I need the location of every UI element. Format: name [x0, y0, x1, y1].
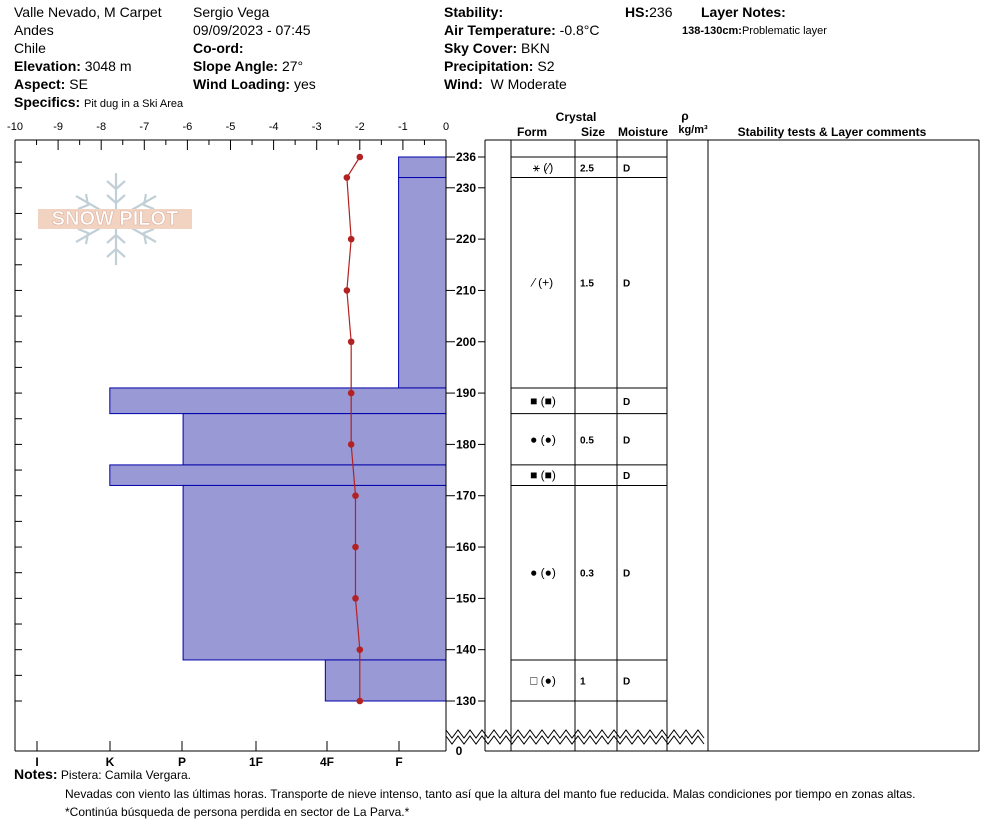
layer-moisture-4: D	[623, 471, 631, 483]
hardness-tick-label-5: F	[395, 755, 403, 769]
height-tick-label-2: 220	[455, 232, 477, 247]
layer-form-5: ● (●)	[530, 565, 556, 580]
mountain-range: Andes	[14, 22, 54, 38]
hardness-tick-label-3: 1F	[248, 755, 264, 769]
precip-value: S2	[537, 58, 555, 74]
layer-form-2: ■ (■)	[530, 393, 556, 408]
temperature-point-5	[348, 390, 355, 397]
height-tick-label-4: 200	[455, 334, 477, 349]
air-temp-row: Air Temperature: -0.8°C	[444, 22, 600, 38]
height-tick-label-9: 150	[455, 591, 477, 606]
temperature-point-0	[357, 154, 364, 161]
hardness-bars	[110, 157, 446, 701]
layer-form-6: □ (●)	[530, 673, 556, 688]
header-stability: Stability tests & Layer comments	[737, 125, 927, 139]
hs-value: 236	[649, 4, 673, 20]
height-tick-label-5: 190	[455, 386, 477, 401]
temp-tick-label-9: -1	[398, 121, 408, 133]
temp-tick-label-2: -8	[96, 121, 107, 133]
hardness-bar-5	[183, 485, 446, 659]
temperature-point-11	[357, 698, 364, 705]
height-tick-label-1: 230	[455, 180, 477, 195]
temp-tick-label-3: -7	[139, 121, 150, 133]
height-break-label: 0	[455, 744, 463, 758]
notes-line-3: *Continúa búsqueda de persona perdida en sector de La Parva.*	[65, 805, 410, 819]
hs-row: HS:236	[625, 4, 673, 20]
hardness-bar-1	[399, 178, 446, 388]
height-tick-label-3: 210	[455, 283, 477, 298]
temperature-point-1	[344, 174, 351, 181]
specifics-row: Specifics: Pit dug in a Ski Area	[14, 94, 184, 110]
notes-line-2: Nevadas con viento las últimas horas. Transporte de nieve intenso, tanto así que la altura del manto fue reducida. Malas condiciones por tiempo en zonas altas.	[65, 787, 916, 801]
header-size: Size	[580, 125, 606, 139]
hardness-tick-label-2: P	[177, 755, 187, 769]
layer-moisture-2: D	[623, 396, 631, 408]
hardness-tick-label-0: I	[35, 755, 39, 769]
temp-tick-label-1: -9	[53, 121, 63, 133]
coord-row: Co-ord:	[193, 40, 244, 56]
hardness-tick-label-1: K	[105, 755, 115, 769]
temp-tick-label-7: -3	[311, 121, 322, 133]
height-tick-label-11: 130	[455, 694, 477, 708]
sky-row: Sky Cover: BKN	[444, 40, 550, 56]
hardness-bar-6	[325, 660, 446, 701]
wind-loading-row: Wind Loading: yes	[193, 76, 316, 92]
wind-row: Wind: W Moderate	[444, 76, 567, 92]
temperature-point-8	[352, 544, 359, 551]
temperature-point-9	[352, 595, 359, 602]
specifics-value: Pit dug in a Ski Area	[84, 98, 184, 110]
layer-form-4: ■ (■)	[530, 468, 556, 483]
temp-tick-label-10: 0	[442, 121, 450, 133]
height-tick-label-10: 140	[455, 642, 477, 657]
header-moisture: Moisture	[617, 125, 669, 139]
height-tick-label-0: 236	[455, 150, 477, 164]
temperature-point-4	[348, 338, 355, 345]
notes-label: Notes:	[14, 766, 58, 782]
layer-size-1: 1.5	[580, 278, 594, 290]
datetime: 09/09/2023 - 07:45	[193, 22, 311, 38]
height-tick-label-8: 160	[455, 540, 477, 555]
height-tick-label-6: 180	[455, 437, 477, 452]
header-rho: ρ	[681, 109, 689, 123]
layer-table	[446, 140, 979, 751]
height-tick-label-7: 170	[455, 488, 477, 503]
layer-size-0: 2.5	[580, 163, 594, 175]
air-temp-value: -0.8°C	[559, 22, 600, 38]
layer-note-text: Problematic layer	[741, 25, 827, 37]
layer-size-6: 1	[580, 676, 586, 688]
temp-tick-label-4: -6	[182, 121, 193, 133]
temp-tick-label-0: -10	[7, 121, 23, 133]
stability-row: Stability:	[444, 4, 504, 20]
layer-moisture-0: D	[623, 163, 631, 175]
notes-line-1: Pistera: Camila Vergara.	[60, 768, 191, 782]
temp-tick-label-6: -4	[268, 121, 279, 133]
country: Chile	[14, 40, 46, 56]
temperature-point-7	[352, 492, 359, 499]
temperature-point-6	[348, 441, 355, 448]
layer-note-range: 138-130cm:	[682, 25, 742, 37]
layer-moisture-1: D	[623, 278, 631, 290]
slope-row: Slope Angle: 27°	[193, 58, 304, 74]
header-density-unit: kg/m³	[678, 124, 708, 136]
wind-value: W Moderate	[490, 76, 567, 92]
temp-tick-label-5: -5	[225, 121, 236, 133]
notes-block	[14, 765, 191, 784]
aspect-row: Aspect: SE	[14, 76, 88, 92]
elevation-row: Elevation: 3048 m	[14, 58, 132, 74]
location: Valle Nevado, M Carpet	[14, 4, 162, 20]
layer-form-0: ⚹ (⁄)	[532, 160, 554, 175]
temperature-point-3	[344, 287, 351, 294]
header-crystal: Crystal	[555, 110, 597, 124]
header-form: Form	[517, 125, 547, 139]
layer-size-5: 0.3	[580, 568, 594, 580]
layer-notes-title: Layer Notes:	[701, 4, 786, 20]
elevation-value: 3048 m	[84, 58, 132, 74]
hardness-bar-4	[110, 465, 446, 486]
hardness-tick-label-4: 4F	[319, 755, 335, 769]
layer-moisture-3: D	[623, 435, 631, 447]
temperature-point-10	[357, 646, 364, 653]
layer-form-3: ● (●)	[530, 432, 556, 447]
layer-form-1: ⁄ (+)	[532, 275, 554, 290]
temperature-point-2	[348, 236, 355, 243]
temp-tick-label-8: -2	[354, 121, 365, 133]
hardness-bar-0	[399, 157, 446, 178]
layer-moisture-5: D	[623, 568, 631, 580]
slope-value: 27°	[281, 58, 304, 74]
layer-size-3: 0.5	[580, 435, 594, 447]
precip-row: Precipitation: S2	[444, 58, 555, 74]
sky-value: BKN	[521, 40, 550, 56]
hardness-bar-2	[110, 388, 446, 414]
observer: Sergio Vega	[193, 4, 270, 20]
layer-moisture-6: D	[623, 676, 631, 688]
wind-loading-value: yes	[293, 76, 316, 92]
logo-text: SNOW PILOT	[51, 208, 179, 230]
hardness-bar-3	[183, 414, 446, 465]
snowpilot-logo	[38, 173, 192, 265]
aspect-value: SE	[69, 76, 88, 92]
